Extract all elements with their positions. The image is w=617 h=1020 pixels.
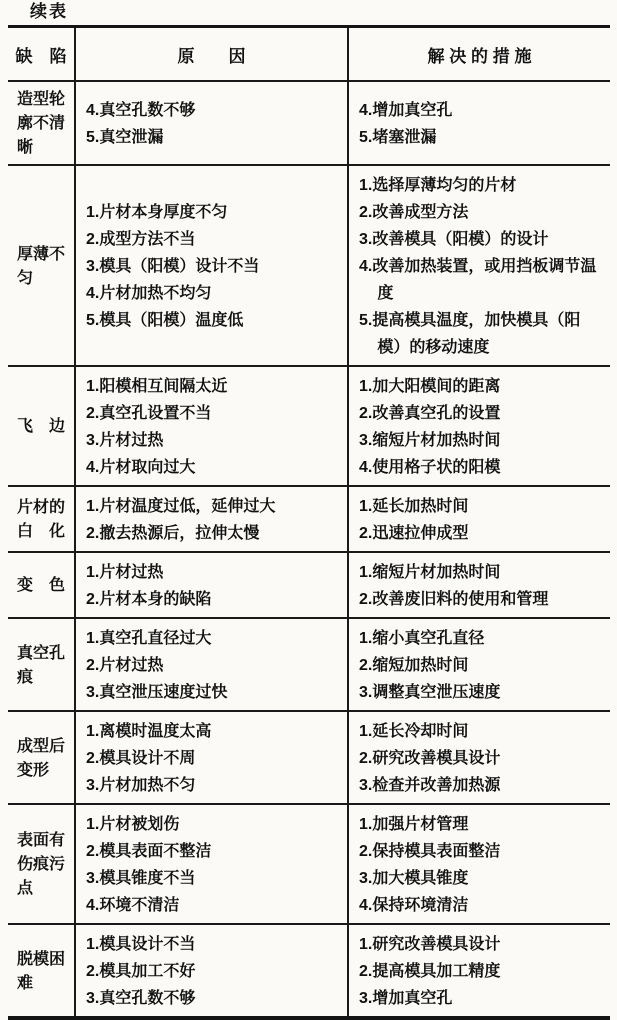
defect-label-line: 点 (17, 880, 34, 897)
defect-solution-table (8, 25, 610, 1020)
defect-cell (8, 367, 74, 485)
cause-item: 1.片材本身厚度不匀 (86, 204, 228, 221)
cause-cell (74, 487, 347, 551)
defect-cell (8, 487, 74, 551)
cause-item: 2.撤去热源后，拉伸太慢 (86, 525, 260, 542)
table-row (8, 367, 610, 487)
cause-item: 3.模具（阳模）设计不当 (86, 258, 260, 275)
defect-label-line: 晰 (17, 139, 34, 156)
solution-cell (347, 712, 610, 803)
cause-item: 2.模具设计不周 (86, 750, 196, 767)
page-title: 续表 (30, 2, 68, 21)
solution-item: 2.提高模具加工精度 (359, 963, 501, 980)
cause-item: 4.片材加热不均匀 (86, 285, 212, 302)
table-row (8, 712, 610, 805)
cause-item: 5.模具（阳模）温度低 (86, 312, 244, 329)
solution-item: 2.研究改善模具设计 (359, 750, 501, 767)
cause-cell (74, 619, 347, 710)
cause-item: 1.模具设计不当 (86, 936, 196, 953)
cause-item: 4.真空孔数不够 (86, 102, 196, 119)
defect-cell (8, 553, 74, 617)
solution-item: 2.改善真空孔的设置 (359, 405, 501, 422)
solution-item: 3.检查并改善加热源 (359, 777, 501, 794)
cause-cell (74, 805, 347, 923)
defect-cell (8, 925, 74, 1016)
defect-label-line: 真空孔 (17, 644, 66, 662)
solution-cell (347, 487, 610, 551)
cause-item: 3.片材加热不匀 (86, 777, 196, 794)
table-row (8, 166, 610, 367)
defect-cell (8, 166, 74, 365)
defect-label-line: 伤痕污 (17, 856, 66, 873)
defect-label-line: 片材的 (17, 499, 66, 516)
table-row (8, 553, 610, 619)
solution-cell (347, 367, 610, 485)
defect-cell (8, 619, 74, 710)
solution-cell (347, 553, 610, 617)
defect-label-line: 表面有 (17, 832, 66, 849)
cause-item: 2.模具表面不整洁 (86, 843, 212, 860)
solution-item: 3.改善模具（阳模）的设计 (359, 231, 549, 248)
solution-item: 1.缩小真空孔直径 (359, 630, 485, 647)
defect-label-line: 白 化 (17, 523, 66, 540)
cause-cell (74, 553, 347, 617)
defect-label-line: 厚薄不 (17, 245, 66, 263)
cause-cell (74, 712, 347, 803)
cause-item: 4.环境不清洁 (86, 897, 180, 914)
cause-item: 3.真空泄压速度过快 (86, 684, 228, 701)
solution-item: 5.提高模具温度，加快模具（阳模）的移动速度 (359, 312, 581, 356)
defect-label-line: 廓不清 (17, 115, 66, 132)
table-header-row (8, 28, 610, 82)
cause-item: 4.片材取向过大 (86, 459, 196, 476)
table-row (8, 619, 610, 712)
defect-label-line: 变形 (17, 761, 50, 779)
solution-cell (347, 82, 610, 164)
header-solution: 解 决 的 措 施 (347, 28, 610, 80)
defect-label-line: 脱模困 (17, 950, 66, 968)
solution-cell (347, 166, 610, 365)
table-body (8, 82, 610, 1016)
defect-cell (8, 805, 74, 923)
solution-cell (347, 805, 610, 923)
table-row (8, 82, 610, 166)
table-row (8, 487, 610, 553)
solution-cell (347, 619, 610, 710)
solution-item: 3.缩短片材加热时间 (359, 432, 501, 449)
defect-label-line: 匀 (17, 269, 34, 287)
defect-label-line: 变 色 (17, 577, 66, 594)
solution-item: 3.调整真空泄压速度 (359, 684, 501, 701)
defect-label-line: 造型轮 (17, 91, 66, 108)
cause-item: 2.成型方法不当 (86, 231, 196, 248)
defect-label-line: 痕 (17, 668, 34, 686)
cause-item: 2.真空孔设置不当 (86, 405, 212, 422)
solution-item: 1.加大阳模间的距离 (359, 378, 501, 395)
solution-item: 2.迅速拉伸成型 (359, 525, 469, 542)
defect-label-line: 难 (17, 974, 34, 992)
cause-item: 1.阳模相互间隔太近 (86, 378, 228, 395)
solution-item: 2.缩短加热时间 (359, 657, 469, 674)
solution-cell (347, 925, 610, 1016)
solution-item: 1.研究改善模具设计 (359, 936, 501, 953)
table-row (8, 805, 610, 925)
cause-item: 1.片材过热 (86, 564, 164, 581)
solution-item: 1.加强片材管理 (359, 816, 469, 833)
cause-cell (74, 166, 347, 365)
cause-item: 2.片材过热 (86, 657, 164, 674)
table-row (8, 925, 610, 1016)
cause-item: 3.模具锥度不当 (86, 870, 196, 887)
solution-item: 1.选择厚薄均匀的片材 (359, 177, 517, 194)
cause-item: 1.真空孔直径过大 (86, 630, 212, 647)
solution-item: 3.加大模具锥度 (359, 870, 469, 887)
solution-item: 5.堵塞泄漏 (359, 129, 437, 146)
solution-item: 2.改善废旧料的使用和管理 (359, 591, 549, 608)
cause-cell (74, 925, 347, 1016)
defect-label-line: 成型后 (17, 737, 66, 755)
solution-item: 4.使用格子状的阳模 (359, 459, 501, 476)
solution-item: 4.增加真空孔 (359, 102, 453, 119)
cause-item: 2.模具加工不好 (86, 963, 196, 980)
cause-item: 1.片材温度过低，延伸过大 (86, 498, 276, 515)
header-cause: 原 因 (74, 28, 347, 80)
solution-item: 1.延长冷却时间 (359, 723, 469, 740)
solution-item: 3.增加真空孔 (359, 990, 453, 1007)
cause-item: 1.离模时温度太高 (86, 723, 212, 740)
defect-cell (8, 712, 74, 803)
cause-item: 1.片材被划伤 (86, 816, 180, 833)
defect-label-line: 飞 边 (17, 418, 66, 435)
cause-cell (74, 367, 347, 485)
cause-item: 3.片材过热 (86, 432, 164, 449)
cause-item: 5.真空泄漏 (86, 129, 164, 146)
defect-cell (8, 82, 74, 164)
solution-item: 1.缩短片材加热时间 (359, 564, 501, 581)
solution-item: 2.保持模具表面整洁 (359, 843, 501, 860)
solution-item: 4.改善加热装置，或用挡板调节温度 (359, 258, 597, 302)
cause-item: 2.片材本身的缺陷 (86, 591, 212, 608)
solution-item: 4.保持环境清洁 (359, 897, 469, 914)
cause-cell (74, 82, 347, 164)
header-defect: 缺 陷 (15, 46, 67, 66)
solution-item: 2.改善成型方法 (359, 204, 469, 221)
cause-item: 3.真空孔数不够 (86, 990, 196, 1007)
solution-item: 1.延长加热时间 (359, 498, 469, 515)
